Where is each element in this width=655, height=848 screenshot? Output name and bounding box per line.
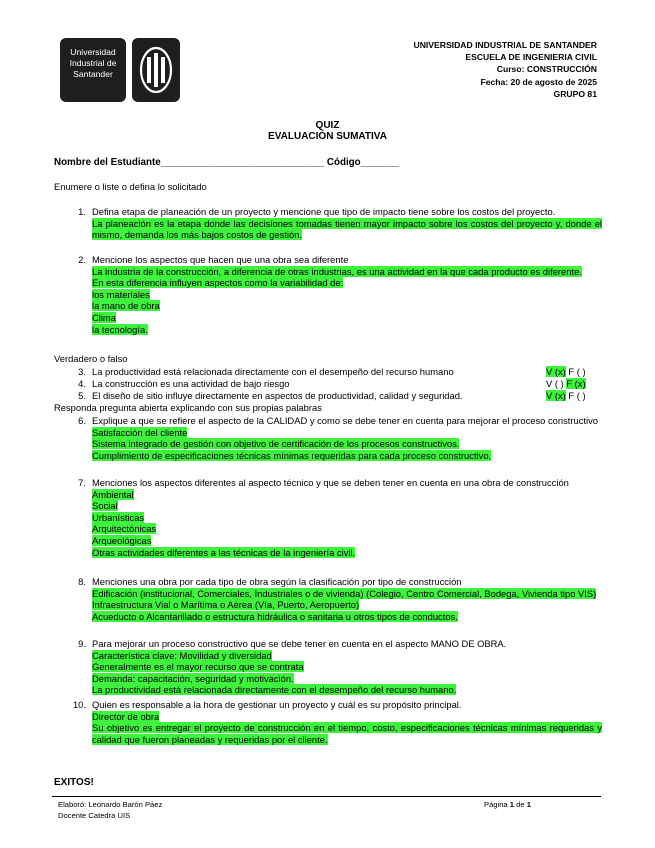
question-9 (92, 638, 602, 696)
answer-text: la mano de obra (92, 300, 160, 312)
question-text: Menciones los aspectos diferentes al aspecto técnico y que se deben tener en cuenta en una obra de construcción (92, 477, 569, 488)
question-2 (92, 254, 602, 335)
tf-answer-3 (546, 366, 586, 378)
true-option: V ( ) (546, 378, 564, 389)
header-line: Curso: CONSTRUCCIÓN (496, 64, 597, 75)
question-text: La construcción es una actividad de bajo riesgo (92, 378, 290, 389)
question-5 (92, 390, 532, 402)
page-number: 1 (509, 800, 515, 809)
question-text: Menciones una obra por cada tipo de obra según la clasificación por tipo de construcción (92, 576, 462, 587)
answer-text: Otras actividades diferentes a las técnicas de la ingeniería civil. (92, 546, 356, 558)
answer-text: Sistema integrado de gestión con objetivo de certificación de los procesos constructivos. (92, 438, 460, 450)
closing-text: EXITOS! (54, 777, 94, 788)
true-option: V (x) (546, 390, 566, 401)
institution-header (413, 39, 597, 100)
answer-text: Satisfacción del cliente (92, 426, 188, 438)
student-name-label: Nombre del Estudiante (54, 157, 161, 168)
university-logo (60, 38, 126, 102)
false-option: F ( ) (568, 366, 586, 377)
answer-text: Edificación (institucional, Comerciales, Industriales o de vivienda) (Colegio, Centro Comercial, Bodega, Vivienda tipo VIS) (92, 587, 597, 599)
answer-text: la tecnología. (92, 323, 148, 335)
question-text: Mencione los aspectos que hacen que una obra sea diferente (92, 254, 349, 265)
header-line: ESCUELA DE INGENIERIA CIVIL (465, 52, 597, 63)
answer-text: Urbanísticas (92, 511, 145, 523)
question-number: 9. (78, 638, 86, 649)
question-number: 4. (78, 378, 86, 389)
question-text: Para mejorar un proceso constructivo que se debe tener en cuenta en el aspecto MANO DE OBRA. (92, 638, 507, 649)
footer-divider (52, 796, 601, 797)
question-text: El diseño de sitio influye directamente en aspectos de productividad, calidad y seguridad. (92, 390, 463, 401)
question-number: 2. (78, 254, 86, 265)
question-7 (92, 477, 602, 558)
uis-emblem (132, 38, 180, 102)
question-number: 1. (78, 206, 86, 217)
section-true-false: Verdadero o falso (54, 353, 128, 364)
question-8 (92, 576, 602, 622)
question-text: Explique a que se refiere el aspecto de la CALIDAD y como se debe tener en cuenta para mejorar el proceso constructivo (92, 415, 599, 426)
tf-answer-5 (546, 390, 586, 402)
logo-line: Industrial de (69, 58, 117, 68)
logo-line: Universidad (70, 47, 116, 57)
answer-text: Clima (92, 311, 116, 323)
question-text: Quien es responsable a la hora de gestionar un proyecto y cuál es su propósito principal. (92, 699, 462, 710)
footer-author: Elaboró: Leonardo Barón Páez (58, 800, 163, 809)
page-total: 1 (526, 800, 531, 809)
question-1 (92, 206, 602, 241)
student-code-label: Código (326, 157, 361, 168)
student-name-field: ______________________________ (160, 157, 325, 168)
answer-text: Director de obra (92, 710, 160, 722)
page-of: de (516, 800, 525, 809)
student-code-field: _______ (360, 157, 399, 168)
question-10 (92, 699, 602, 745)
page-label: Página (484, 800, 508, 809)
answer-text: Demanda: capacitación, seguridad y motivación. (92, 672, 294, 684)
question-number: 7. (78, 477, 86, 488)
false-option: F (x) (566, 378, 586, 389)
answer-text: Infraestructura Vial o Marítima o Aérea (Vía, Puerto, Aeropuerto) (92, 599, 360, 611)
student-line (54, 157, 399, 169)
answer-text: Su objetivo es entregar el proyecto de construcción en el tiempo, costo, especificaciones técnicas mínimas requeridas y calidad que fueron planeadas y requeridas por el cliente. (92, 722, 602, 745)
false-option: F ( ) (568, 390, 586, 401)
instructions: Enumere o liste o defina lo solicitado (54, 181, 207, 192)
answer-text: En esta diferencia influyen aspectos como la variabilidad de: (92, 277, 344, 289)
header-line: Fecha: 20 de agosto de 2025 (480, 76, 597, 87)
page-indicator (484, 800, 531, 810)
question-text: Defina etapa de planeación de un proyecto y mencione que tipo de impacto tiene sobre los costos del proyecto. (92, 206, 556, 217)
question-3 (92, 366, 532, 378)
question-text: La productividad está relacionada directamente con el desempeño del recurso humano (92, 366, 454, 377)
question-number: 10. (72, 699, 86, 710)
quiz-title: QUIZ (315, 120, 340, 131)
question-6 (92, 415, 602, 461)
question-number: 5. (78, 390, 86, 401)
answer-text: Arqueológicas (92, 534, 152, 546)
answer-text: Cumplimiento de especificaciones técnicas mínimas requeridas para cada proceso constructivo. (92, 449, 492, 461)
answer-text: La industria de la construcción, a diferencia de otras industrias, es una actividad en la que cada producto es diferente. (92, 265, 582, 277)
quiz-subtitle: EVALUACIÓN SUMATIVA (268, 131, 387, 142)
section-open: Responda pregunta abierta explicando con sus propias palabras (54, 402, 322, 413)
question-number: 3. (78, 366, 86, 377)
answer-text: Característica clave: Movilidad y diversidad (92, 649, 272, 661)
logo-line: Santander (73, 69, 113, 79)
question-number: 6. (78, 415, 86, 426)
true-option: V (x) (546, 366, 566, 377)
answer-text: Arquitectónicas (92, 523, 157, 535)
footer-role: Docente Catedra UIS (58, 811, 131, 820)
answer-text: Acueducto o Alcantarillado o estructura hidráulica o sanitaria u otros tipos de conductos. (92, 610, 458, 622)
answer-text: La productividad está relacionada directamente con el desempeño del recurso humano. (92, 684, 457, 696)
answer-text: Ambiental (92, 488, 134, 500)
header-line: GRUPO 81 (553, 88, 597, 99)
tf-answer-4 (546, 378, 586, 390)
question-4 (92, 378, 532, 390)
header-line: UNIVERSIDAD INDUSTRIAL DE SANTANDER (413, 40, 597, 50)
answer-text: La planeación es la etapa donde las decisiones tomadas tienen mayor impacto sobre los costos del proyecto y, donde el mismo, demanda los más bajos costos de gestión. (92, 217, 602, 241)
answer-text: Generalmente es el mayor recurso que se contrata (92, 661, 304, 673)
question-number: 8. (78, 576, 86, 587)
answer-text: Social (92, 500, 118, 512)
answer-text: los materiales (92, 288, 150, 300)
